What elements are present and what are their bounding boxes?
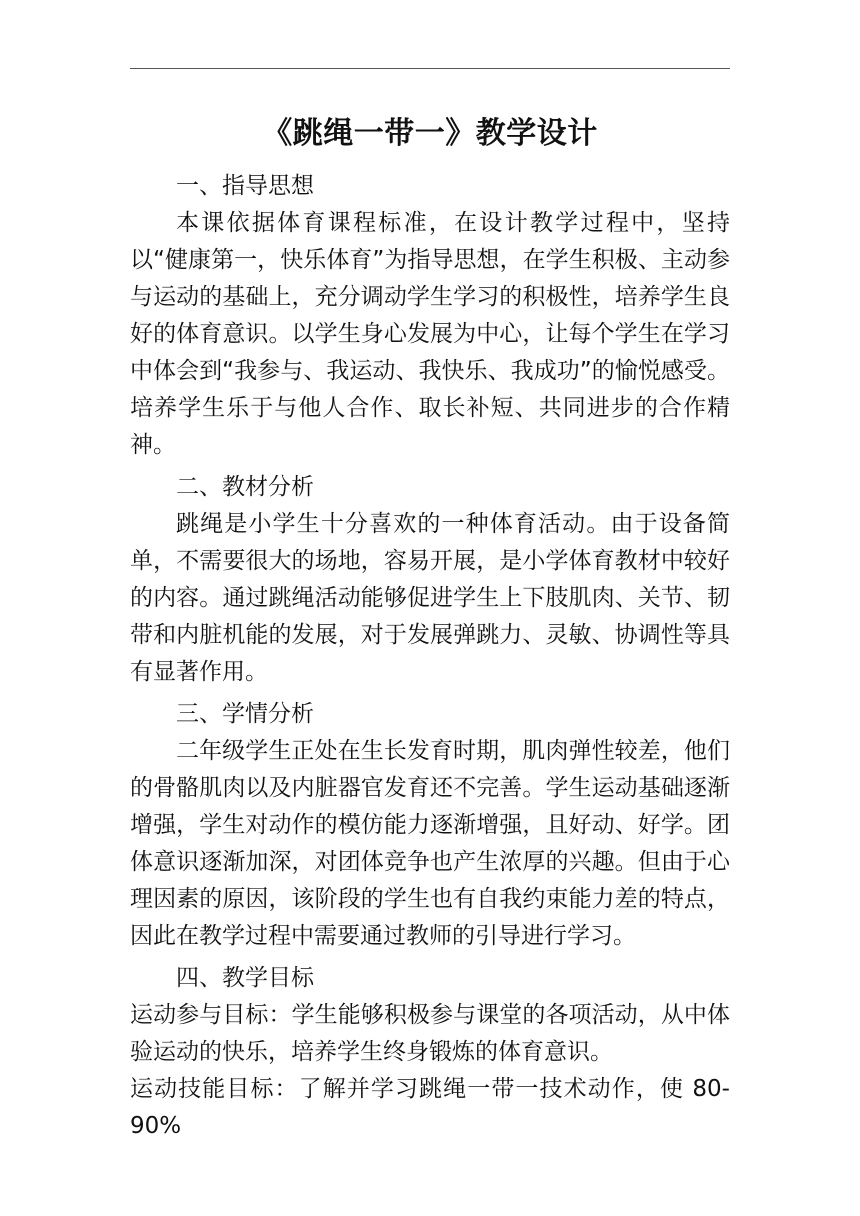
goal-item: 运动技能目标：了解并学习跳绳一带一技术动作，使 80-90% (130, 1076, 730, 1139)
goal-item: 运动参与目标：学生能够积极参与课堂的各项活动，从中体验运动的快乐，培养学生终身锻炼的体育意识。 (130, 1002, 730, 1065)
section-guiding-ideology (130, 168, 730, 464)
section-paragraph: 跳绳是小学生十分喜欢的一种体育活动。由于设备简单，不需要很大的场地，容易开展，是小学体育教材中较好的内容。通过跳绳活动能够促进学生上下肢肌肉、关节、韧带和内脏机能的发展，对于发展弹跳力、灵敏、协调性等具有显著作用。 (130, 511, 730, 685)
header-rule (130, 68, 730, 69)
section-learner-analysis (130, 696, 730, 955)
section-paragraph: 二年级学生正处在生长发育时期，肌肉弹性较差，他们的骨骼肌肉以及内脏器官发育还不完善。学生运动基础逐渐增强，学生对动作的模仿能力逐渐增强，且好动、好学。团体意识逐渐加深，对团体竞争也产生浓厚的兴趣。但由于心理因素的原因，该阶段的学生也有自我约束能力差的特点，因此在教学过程中需要通过教师的引导进行学习。 (130, 738, 730, 949)
section-heading: 二、教材分析 (176, 474, 314, 500)
section-teaching-goals (130, 960, 730, 1145)
section-heading: 三、学情分析 (176, 701, 314, 727)
document-body (130, 108, 730, 1145)
section-paragraph: 本课依据体育课程标准，在设计教学过程中，坚持以“健康第一，快乐体育”为指导思想，在学生积极、主动参与运动的基础上，充分调动学生学习的积极性，培养学生良好的体育意识。以学生身心发展为中心，让每个学生在学习中体会到“我参与、我运动、我快乐、我成功”的愉悦感受。培养学生乐于与他人合作、取长补短、共同进步的合作精神。 (130, 210, 730, 458)
document-title: 《跳绳一带一》教学设计 (262, 116, 598, 151)
section-heading: 一、指导思想 (176, 173, 314, 199)
section-heading: 四、教学目标 (176, 965, 314, 991)
section-material-analysis (130, 469, 730, 691)
